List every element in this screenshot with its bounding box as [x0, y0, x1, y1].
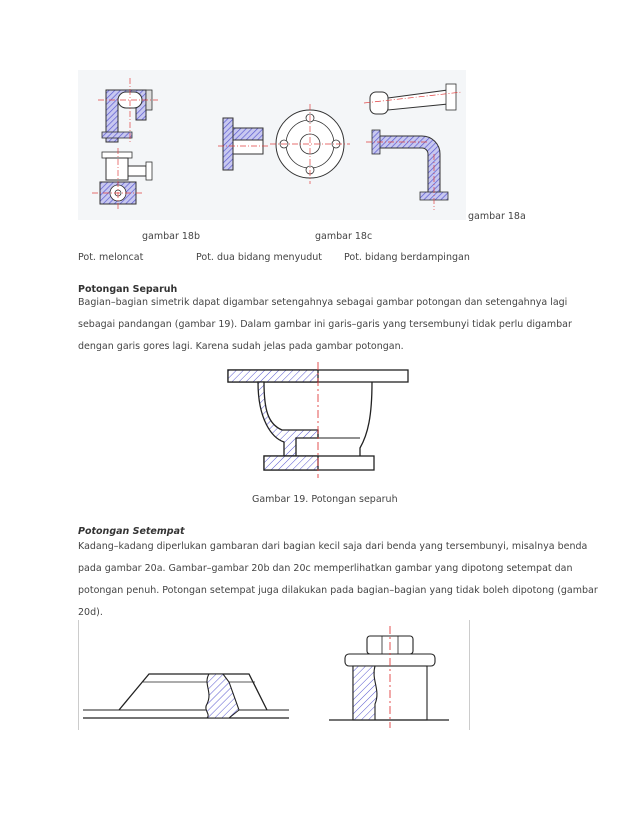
figure-20-image	[78, 620, 470, 730]
paragraph-line: sebagai pandangan (gambar 19). Dalam gambar ini garis–garis yang tersembunyi tidak perlu digambar	[78, 319, 572, 330]
fig18c-top-view	[364, 84, 462, 114]
paragraph-line: Bagian–bagian simetrik dapat digambar setengahnya sebagai gambar potongan dan setengahnya lagi	[78, 297, 568, 308]
fig18b-end-view	[270, 104, 350, 184]
paragraph-line: dengan garis gores lagi. Karena sudah jelas pada gambar potongan.	[78, 341, 404, 352]
fig18a-front-view	[92, 148, 152, 210]
heading-potongan-setempat: Potongan Setempat	[78, 526, 185, 537]
figure-19-drawing	[218, 360, 418, 480]
fig18a-top-view	[98, 78, 158, 142]
label-pot-dua-bidang-menyudut: Pot. dua bidang menyudut	[196, 252, 322, 263]
paragraph-line: 20d).	[78, 607, 103, 618]
figure-20-drawing	[79, 620, 469, 730]
figure-18b-caption: gambar 18b	[142, 231, 201, 242]
label-pot-bidang-berdampingan: Pot. bidang berdampingan	[344, 252, 470, 263]
paragraph-line: potongan penuh. Potongan setempat juga dilakukan pada bagian–bagian yang tidak boleh dipotong (gambar	[78, 585, 598, 596]
paragraph-potongan-separuh	[78, 292, 572, 358]
fig18c-front-view	[366, 130, 448, 210]
figure-19-caption: Gambar 19. Potongan separuh	[252, 494, 398, 505]
figure-19-image	[218, 360, 418, 480]
label-pot-meloncat: Pot. meloncat	[78, 252, 144, 263]
figure-18-image	[78, 70, 466, 220]
heading-potongan-separuh: Potongan Separuh	[78, 284, 178, 295]
figure-18a-caption: gambar 18a	[468, 211, 526, 222]
fig20-nut-part	[329, 626, 449, 728]
figure-18-drawing	[78, 70, 466, 220]
fig18b-section-view	[218, 118, 268, 170]
paragraph-line: Kadang–kadang diperlukan gambaran dari bagian kecil saja dari benda yang tersembunyi, misalnya benda	[78, 541, 588, 552]
fig20-cone-part	[83, 674, 289, 718]
paragraph-potongan-setempat	[78, 536, 598, 624]
figure-18c-caption: gambar 18c	[315, 231, 373, 242]
paragraph-line: pada gambar 20a. Gambar–gambar 20b dan 20c memperlihatkan gambar yang dipotong setempat dan	[78, 563, 573, 574]
